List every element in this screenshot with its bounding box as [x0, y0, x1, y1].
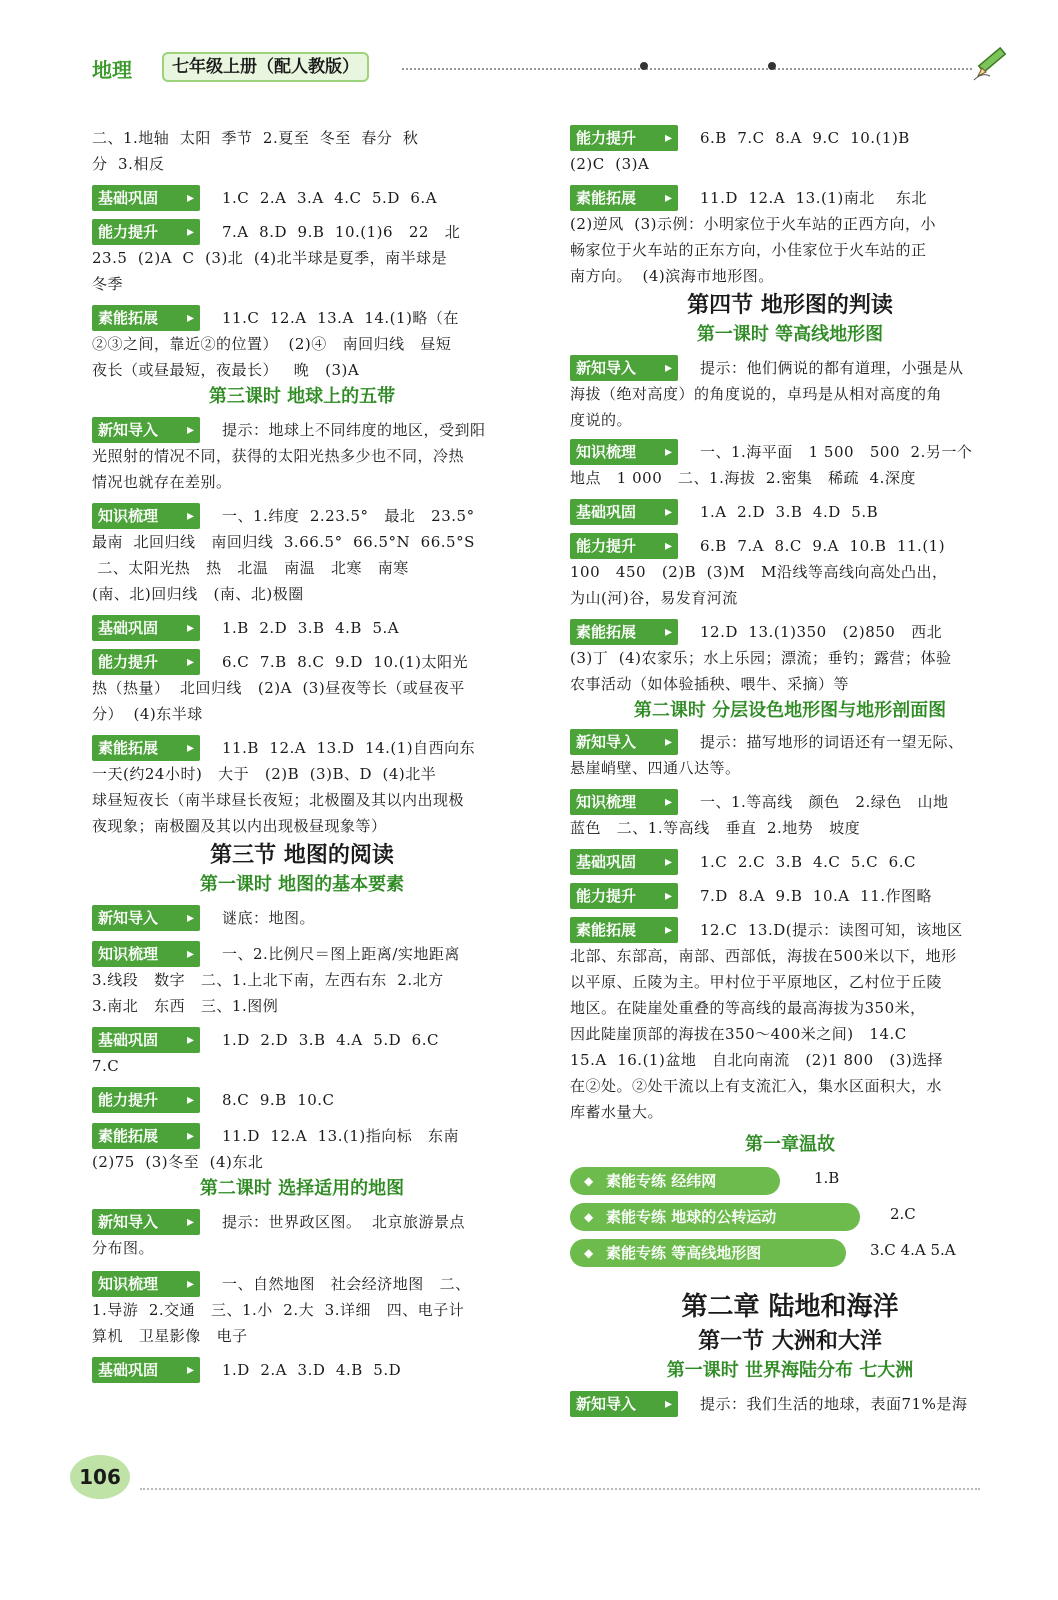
answer-line: 北部、东部高，南部、西部低，海拔在500米以下，地形 — [570, 947, 957, 965]
answer-line: 一天(约24小时) 大于 (2)B (3)B、D (4)北半 — [92, 765, 437, 783]
answer-line: 8.C 9.B 10.C — [222, 1091, 335, 1109]
answer-line: 一、1.海平面 1 500 500 2.另一个 — [700, 443, 973, 461]
answer-line: 一、2.比例尺＝图上距离/实地距离 — [222, 945, 460, 963]
review-item-label: ◆ 素能专练 等高线地形图 — [570, 1239, 846, 1267]
answer-line: 3.南北 东西 三、1.图例 — [92, 997, 279, 1015]
answer-line: 1.A 2.D 3.B 4.D 5.B — [700, 503, 879, 521]
answer-line: 1.D 2.D 3.B 4.A 5.D 6.C — [222, 1031, 439, 1049]
answer-line: 6.B 7.C 8.A 9.C 10.(1)B — [700, 129, 910, 147]
left-column — [92, 125, 512, 1383]
answer-line: 蓝色 二、1.等高线 垂直 2.地势 坡度 — [570, 819, 861, 837]
section-tag-extend: 素能拓展 ▸ — [570, 185, 678, 211]
answer-line: 一、1.纬度 2.23.5° 最北 23.5° — [222, 507, 475, 525]
section-title: 第一节 大洲和大洋 — [698, 1328, 882, 1354]
answer-line: (3)丁 (4)农家乐；水上乐园；漂流；垂钓；露营；体验 — [570, 649, 952, 667]
subject-label: 地理 — [92, 58, 132, 82]
answer-line: 二、太阳光热 热 北温 南温 北寒 南寒 — [92, 559, 409, 577]
right-column — [570, 125, 1010, 1417]
answer-line: 冬季 — [92, 275, 124, 293]
section-tag-ability: 能力提升 ▸ — [92, 219, 200, 245]
answer-line: (2)逆风 (3)示例：小明家位于火车站的正西方向，小 — [570, 215, 937, 233]
header-dot — [640, 62, 648, 70]
section-tag-ability: 能力提升 ▸ — [92, 1087, 200, 1113]
answer-line: 热（热量） 北回归线 (2)A (3)昼夜等长（或昼夜平 — [92, 679, 465, 697]
answer-line: 11.D 12.A 13.(1)南北 东北 — [700, 189, 927, 207]
section-tag-ability: 能力提升 ▸ — [570, 533, 678, 559]
answer-line: 谜底：地图。 — [222, 909, 316, 927]
answer-line: 6.C 7.B 8.C 9.D 10.(1)太阳光 — [222, 653, 468, 671]
section-tag-ability: 能力提升 ▸ — [570, 883, 678, 909]
grade-label: 七年级上册（配人教版） — [162, 52, 369, 82]
answer-line: 1.C 2.C 3.B 4.C 5.C 6.C — [700, 853, 916, 871]
answer-line: 15.A 16.(1)盆地 自北向南流 (2)1 800 (3)选择 — [570, 1051, 944, 1069]
header-divider — [402, 68, 972, 70]
review-item-label: ◆ 素能专练 经纬网 — [570, 1167, 780, 1195]
section-tag-extend: 素能拓展 ▸ — [570, 917, 678, 943]
answer-line: 库蓄水量大。 — [570, 1103, 664, 1121]
answer-line: 提示：他们俩说的都有道理，小强是从 — [700, 359, 964, 377]
answer-line: 12.D 13.(1)350 (2)850 西北 — [700, 623, 943, 641]
review-item-label: ◆ 素能专练 地球的公转运动 — [570, 1203, 860, 1231]
answer-line: 一、1.等高线 颜色 2.绿色 山地 — [700, 793, 949, 811]
section-tag-basic: 基础巩固 ▸ — [92, 185, 200, 211]
chapter-title: 第二章 陆地和海洋 — [681, 1292, 899, 1322]
lesson-title: 第一课时 地图的基本要素 — [199, 874, 405, 895]
section-tag-knowledge: 知识梳理 ▸ — [92, 941, 200, 967]
section-tag-intro: 新知导入 ▸ — [570, 729, 678, 755]
page-number: 106 — [70, 1455, 130, 1499]
lesson-title: 第二课时 选择适用的地图 — [199, 1178, 405, 1199]
section-tag-ability: 能力提升 ▸ — [570, 125, 678, 151]
section-title: 第四节 地形图的判读 — [687, 292, 893, 318]
lesson-title: 第三课时 地球上的五带 — [208, 386, 396, 407]
section-tag-basic: 基础巩固 ▸ — [92, 1027, 200, 1053]
section-tag-intro: 新知导入 ▸ — [92, 1209, 200, 1235]
answer-line: 1.导游 2.交通 三、1.小 2.大 3.详细 四、电子计 — [92, 1301, 465, 1319]
answer-line: (2)75 (3)冬至 (4)东北 — [92, 1153, 264, 1171]
review-item — [570, 1167, 1010, 1195]
section-tag-knowledge: 知识梳理 ▸ — [570, 439, 678, 465]
answer-line: 1.C 2.A 3.A 4.C 5.D 6.A — [222, 189, 438, 207]
answer-line: 球昼短夜长（南半球昼长夜短；北极圈及其以内出现极 — [92, 791, 465, 809]
answer-line: 二、1.地轴 太阳 季节 2.夏至 冬至 春分 秋 — [92, 129, 419, 147]
lesson-title: 第一课时 世界海陆分布 七大洲 — [666, 1360, 914, 1381]
answer-line: 地点 1 000 二、1.海拔 2.密集 稀疏 4.深度 — [570, 469, 916, 487]
answer-line: 农事活动（如体验插秧、喂牛、采摘）等 — [570, 675, 850, 693]
answer-line: 算机 卫星影像 电子 — [92, 1327, 248, 1345]
answer-line: (2)C (3)A — [570, 155, 650, 173]
answer-line: 1.B 2.D 3.B 4.B 5.A — [222, 619, 400, 637]
answer-line: 7.D 8.A 9.B 10.A 11.作图略 — [700, 887, 933, 905]
answer-line: 悬崖峭壁、四通八达等。 — [570, 759, 741, 777]
section-tag-intro: 新知导入 ▸ — [570, 355, 678, 381]
section-tag-extend: 素能拓展 ▸ — [92, 305, 200, 331]
answer-line: 因此陡崖顶部的海拔在350～400米之间) 14.C — [570, 1025, 907, 1043]
section-tag-knowledge: 知识梳理 ▸ — [570, 789, 678, 815]
answer-line: 一、自然地图 社会经济地图 二、 — [222, 1275, 471, 1293]
answer-line: 为山(河)谷，易发育河流 — [570, 589, 738, 607]
answer-line: 提示：地球上不同纬度的地区，受到阳 — [222, 421, 486, 439]
section-tag-basic: 基础巩固 ▸ — [570, 849, 678, 875]
answer-line: 畅家位于火车站的正东方向，小佳家位于火车站的正 — [570, 241, 927, 259]
section-tag-basic: 基础巩固 ▸ — [570, 499, 678, 525]
answer-line: 7.A 8.D 9.B 10.(1)6 22 北 — [222, 223, 461, 241]
section-tag-basic: 基础巩固 ▸ — [92, 615, 200, 641]
answer-line: 提示：我们生活的地球，表面71%是海 — [700, 1395, 968, 1413]
section-tag-extend: 素能拓展 ▸ — [92, 735, 200, 761]
section-tag-extend: 素能拓展 ▸ — [570, 619, 678, 645]
answer-line: 6.B 7.A 8.C 9.A 10.B 11.(1) — [700, 537, 946, 555]
review-item-answer: 1.B — [814, 1169, 840, 1187]
answer-line: 分布图。 — [92, 1239, 155, 1257]
answer-line: 11.C 12.A 13.A 14.(1)略（在 — [222, 309, 459, 327]
review-item — [570, 1239, 1010, 1267]
answer-line: 以平原、丘陵为主。甲村位于平原地区，乙村位于丘陵 — [570, 973, 943, 991]
lesson-title: 第二课时 分层设色地形图与地形剖面图 — [633, 700, 947, 721]
answer-line: 11.B 12.A 13.D 14.(1)自西向东 — [222, 739, 476, 757]
answer-line: 分） (4)东半球 — [92, 705, 203, 723]
answer-line: 最南 北回归线 南回归线 3.66.5° 66.5°N 66.5°S — [92, 533, 475, 551]
answer-line: 7.C — [92, 1057, 120, 1075]
answer-line: 提示：描写地形的词语还有一望无际、 — [700, 733, 964, 751]
review-item — [570, 1203, 1010, 1231]
answer-line: 提示：世界政区图。 北京旅游景点 — [222, 1213, 466, 1231]
section-tag-basic: 基础巩固 ▸ — [92, 1357, 200, 1383]
review-item-answer: 2.C — [890, 1205, 916, 1223]
answer-line: 光照射的情况不同，获得的太阳光热多少也不同，冷热 — [92, 447, 465, 465]
answer-line: 1.D 2.A 3.D 4.B 5.D — [222, 1361, 402, 1379]
answer-line: 23.5 (2)A C (3)北 (4)北半球是夏季，南半球是 — [92, 249, 448, 267]
answer-line: 分 3.相反 — [92, 155, 165, 173]
answer-line: 情况也就存在差别。 — [92, 473, 232, 491]
answer-line: 南方向。 (4)滨海市地形图。 — [570, 267, 774, 285]
answer-line: 度说的。 — [570, 411, 633, 429]
section-tag-intro: 新知导入 ▸ — [570, 1391, 678, 1417]
section-tag-ability: 能力提升 ▸ — [92, 649, 200, 675]
answer-line: ②③之间，靠近②的位置） (2)④ 南回归线 昼短 — [92, 335, 452, 353]
answer-line: 夜长（或昼最短，夜最长） 晚 (3)A — [92, 361, 360, 379]
answer-line: 12.C 13.D(提示：读图可知，该地区 — [700, 921, 963, 939]
section-tag-knowledge: 知识梳理 ▸ — [92, 1271, 200, 1297]
answer-line: 海拔（绝对高度）的角度说的，卓玛是从相对高度的角 — [570, 385, 943, 403]
section-tag-extend: 素能拓展 ▸ — [92, 1123, 200, 1149]
section-tag-intro: 新知导入 ▸ — [92, 905, 200, 931]
answer-line: (南、北)回归线 (南、北)极圈 — [92, 585, 304, 603]
pencil-icon — [972, 42, 1012, 82]
answer-line: 100 450 (2)B (3)M M沿线等高线向高处凸出， — [570, 563, 948, 581]
answer-line: 11.D 12.A 13.(1)指向标 东南 — [222, 1127, 460, 1145]
answer-line: 3.线段 数字 二、1.上北下南，左西右东 2.北方 — [92, 971, 444, 989]
answer-line: 夜现象；南极圈及其以内出现极昼现象等） — [92, 817, 387, 835]
section-tag-intro: 新知导入 ▸ — [92, 417, 200, 443]
page-header — [92, 50, 1032, 90]
header-dot — [768, 62, 776, 70]
lesson-title: 第一课时 等高线地形图 — [696, 324, 884, 345]
footer-divider — [140, 1488, 980, 1490]
review-title: 第一章温故 — [745, 1134, 835, 1155]
answer-line: 地区。在陡崖处重叠的等高线的最高海拔为350米， — [570, 999, 926, 1017]
answer-line: 在②处。②处干流以上有支流汇入，集水区面积大，水 — [570, 1077, 943, 1095]
section-tag-knowledge: 知识梳理 ▸ — [92, 503, 200, 529]
section-title: 第三节 地图的阅读 — [210, 842, 394, 868]
review-item-answer: 3.C 4.A 5.A — [870, 1241, 956, 1259]
